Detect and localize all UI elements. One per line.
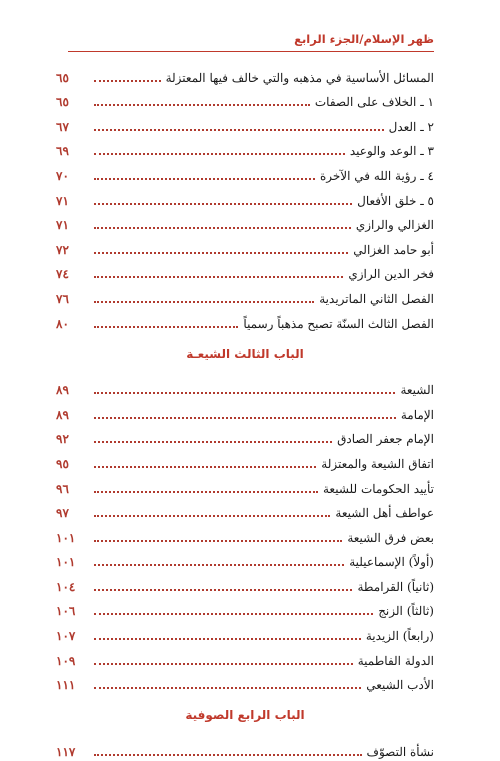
toc-entry-page: ١٠١ (56, 555, 76, 570)
dot-leader (94, 613, 373, 615)
dot-leader (94, 466, 316, 468)
dot-leader (94, 392, 395, 394)
toc-entry-title: الفصل الثاني الماتريدية (319, 291, 434, 306)
toc-entry-title: (ثالثاً) الزنج (378, 604, 434, 619)
header-rule (68, 51, 434, 52)
toc-entry (56, 210, 434, 235)
dot-leader (94, 589, 352, 591)
toc-entry (56, 259, 434, 284)
toc-entry (56, 547, 434, 572)
dot-leader (94, 515, 330, 517)
toc-entry-title: الإمام جعفر الصادق (337, 432, 434, 447)
dot-leader (94, 540, 342, 542)
toc-entry-page: ٧٦ (56, 291, 69, 306)
toc-entry-page: ١٠١ (56, 530, 76, 545)
table-of-contents (56, 62, 434, 761)
toc-entry (56, 645, 434, 670)
dot-leader (94, 491, 318, 493)
toc-entry-title: ٤ ـ رؤية الله في الآخرة (319, 168, 434, 183)
toc-entry-title: الشيعة (400, 383, 434, 398)
toc-entry-page: ٦٥ (56, 70, 69, 85)
toc-entry (56, 87, 434, 112)
toc-entry-page: ٨٠ (56, 316, 69, 331)
toc-entry-page: ٨٩ (56, 407, 69, 422)
toc-entry (56, 185, 434, 210)
toc-entry-page: ١١٧ (56, 744, 76, 759)
toc-entry-title: الدولة الفاطمية (357, 653, 434, 668)
toc-entry-title: نشأة التصوّف (366, 744, 434, 759)
toc-entry-title: المسائل الأساسية في مذهبه والتي خالف فيها المعتزلة (165, 70, 434, 85)
toc-entry (56, 111, 434, 136)
toc-entry (56, 424, 434, 449)
toc-entry-page: ٦٩ (56, 144, 69, 159)
dot-leader (94, 203, 352, 205)
toc-entry-title: بعض فرق الشيعة (347, 530, 434, 545)
toc-entry-title: (رابعاً) الزيدية (365, 629, 434, 644)
running-header (0, 30, 500, 54)
toc-entry-page: ٧١ (56, 193, 69, 208)
toc-entry (56, 498, 434, 523)
toc-entry-page: ٦٧ (56, 119, 69, 134)
toc-entry (56, 620, 434, 645)
toc-entry-title: الغزالي والرازي (355, 218, 434, 233)
toc-entry-title: عواطف أهل الشيعة (335, 506, 434, 521)
toc-entry-page: ١٠٤ (56, 579, 76, 594)
toc-block-1 (56, 62, 434, 333)
toc-entry-page: ٩٥ (56, 456, 69, 471)
toc-entry-page: ٧٢ (56, 242, 69, 257)
dot-leader (94, 252, 348, 254)
toc-entry-title: ٢ ـ العدل (388, 119, 434, 134)
toc-entry (56, 522, 434, 547)
toc-entry (56, 448, 434, 473)
dot-leader (94, 153, 345, 155)
dot-leader (94, 441, 332, 443)
toc-entry-page: ٨٩ (56, 383, 69, 398)
toc-entry-page: ٩٢ (56, 432, 69, 447)
toc-entry-title: الأدب الشيعي (366, 678, 434, 693)
toc-entry (56, 136, 434, 161)
running-header-title: ظهر الإسلام/الجزء الرابع (294, 32, 434, 46)
toc-entry-title: (أولاً) الإسماعيلية (349, 555, 434, 570)
dot-leader (94, 417, 396, 419)
toc-entry (56, 234, 434, 259)
toc-entry (56, 670, 434, 695)
toc-entry-page: ٩٧ (56, 506, 69, 521)
dot-leader (94, 564, 344, 566)
dot-leader (94, 129, 384, 131)
toc-entry-page: ١١١ (56, 678, 76, 693)
toc-entry (56, 596, 434, 621)
dot-leader (94, 754, 362, 756)
toc-entry-page: ٧١ (56, 218, 69, 233)
toc-entry (56, 399, 434, 424)
dot-leader (94, 326, 238, 328)
toc-entry (56, 571, 434, 596)
toc-entry (56, 308, 434, 333)
dot-leader (94, 80, 161, 82)
dot-leader (94, 276, 343, 278)
section-heading-shia: الباب الثالث الشيعـة (186, 346, 304, 361)
dot-leader (94, 663, 353, 665)
toc-block-3 (56, 736, 434, 761)
toc-entry (56, 160, 434, 185)
toc-entry (56, 62, 434, 87)
toc-block-2 (56, 375, 434, 695)
dot-leader (94, 178, 315, 180)
section-heading-sufism: الباب الرابع الصوفية (185, 708, 305, 723)
dot-leader (94, 687, 361, 689)
toc-entry-title: ٥ ـ خلق الأفعال (357, 193, 434, 208)
toc-entry-page: ١٠٩ (56, 653, 76, 668)
dot-leader (94, 104, 310, 106)
toc-entry-page: ٧٤ (56, 267, 69, 282)
toc-entry-title: تأييد الحكومات للشيعة (322, 481, 434, 496)
toc-entry-page: ٩٦ (56, 481, 69, 496)
dot-leader (94, 638, 361, 640)
toc-entry-page: ١٠٦ (56, 604, 76, 619)
toc-entry-page: ٧٠ (56, 168, 69, 183)
toc-entry-title: أبو حامد الغزالي (353, 242, 434, 257)
toc-entry-title: ٣ ـ الوعد والوعيد (349, 144, 434, 159)
toc-entry-title: فخر الدين الرازي (348, 267, 434, 282)
toc-entry-title: (ثانياً) القرامطة (357, 579, 434, 594)
dot-leader (94, 227, 351, 229)
toc-entry (56, 283, 434, 308)
toc-entry-title: الإمامة (400, 407, 434, 422)
dot-leader (94, 301, 314, 303)
toc-entry-title: ١ ـ الخلاف على الصفات (314, 95, 434, 110)
toc-entry-page: ٦٥ (56, 95, 69, 110)
toc-entry (56, 375, 434, 400)
toc-entry-title: الفصل الثالث السنّة تصبح مذهباً رسمياً (243, 316, 434, 331)
toc-entry (56, 473, 434, 498)
toc-entry-title: اتفاق الشيعة والمعتزلة (321, 456, 434, 471)
toc-entry (56, 736, 434, 761)
toc-entry-page: ١٠٧ (56, 629, 76, 644)
